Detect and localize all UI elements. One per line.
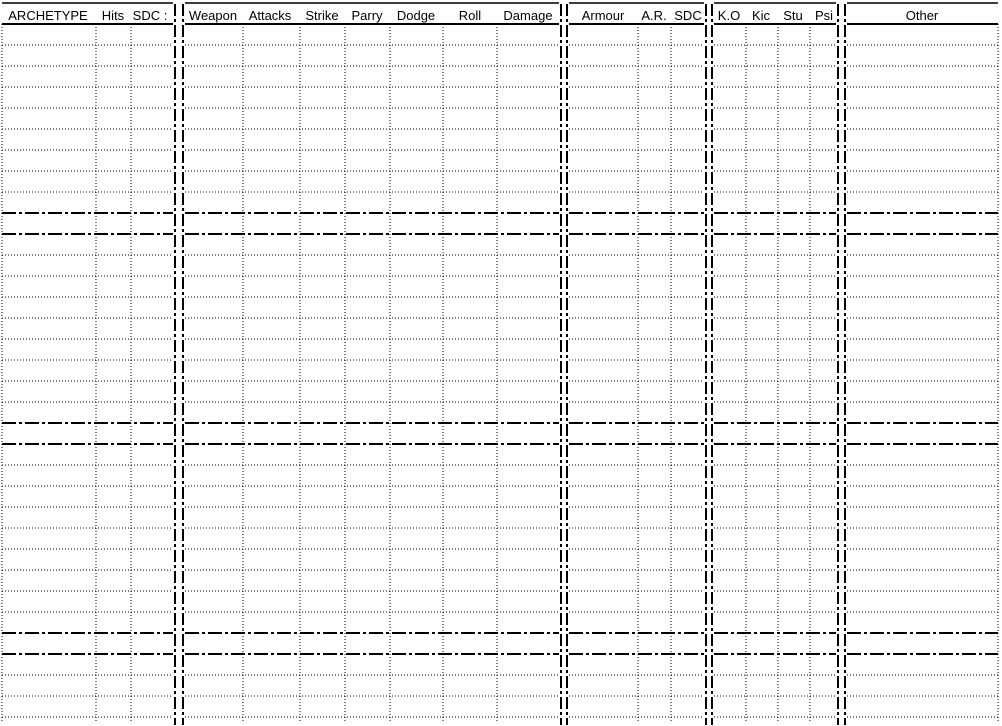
column-header-other: Other — [905, 8, 939, 23]
column-header-ko: K.O — [717, 8, 741, 23]
column-header-parry: Parry — [351, 8, 383, 23]
column-header-roll: Roll — [458, 8, 482, 23]
column-header-psi: Psi — [814, 8, 834, 23]
column-header-dodge: Dodge — [396, 8, 436, 23]
column-header-sdc: SDC : — [132, 8, 168, 23]
column-header-armour_sdc: SDC — [674, 8, 702, 23]
column-header-weapon: Weapon — [188, 8, 238, 23]
column-header-archetype: ARCHETYPE — [8, 8, 88, 23]
column-header-attacks: Attacks — [248, 8, 292, 23]
column-header-armour: Armour — [581, 8, 625, 23]
column-header-hits: Hits — [101, 8, 125, 23]
roster-grid — [2, 3, 998, 725]
column-header-kic: Kic — [751, 8, 771, 23]
column-header-ar: A.R. — [641, 8, 667, 23]
column-headers — [8, 8, 939, 23]
column-header-stu: Stu — [783, 8, 803, 23]
column-header-damage: Damage — [503, 8, 553, 23]
column-header-strike: Strike — [305, 8, 339, 23]
